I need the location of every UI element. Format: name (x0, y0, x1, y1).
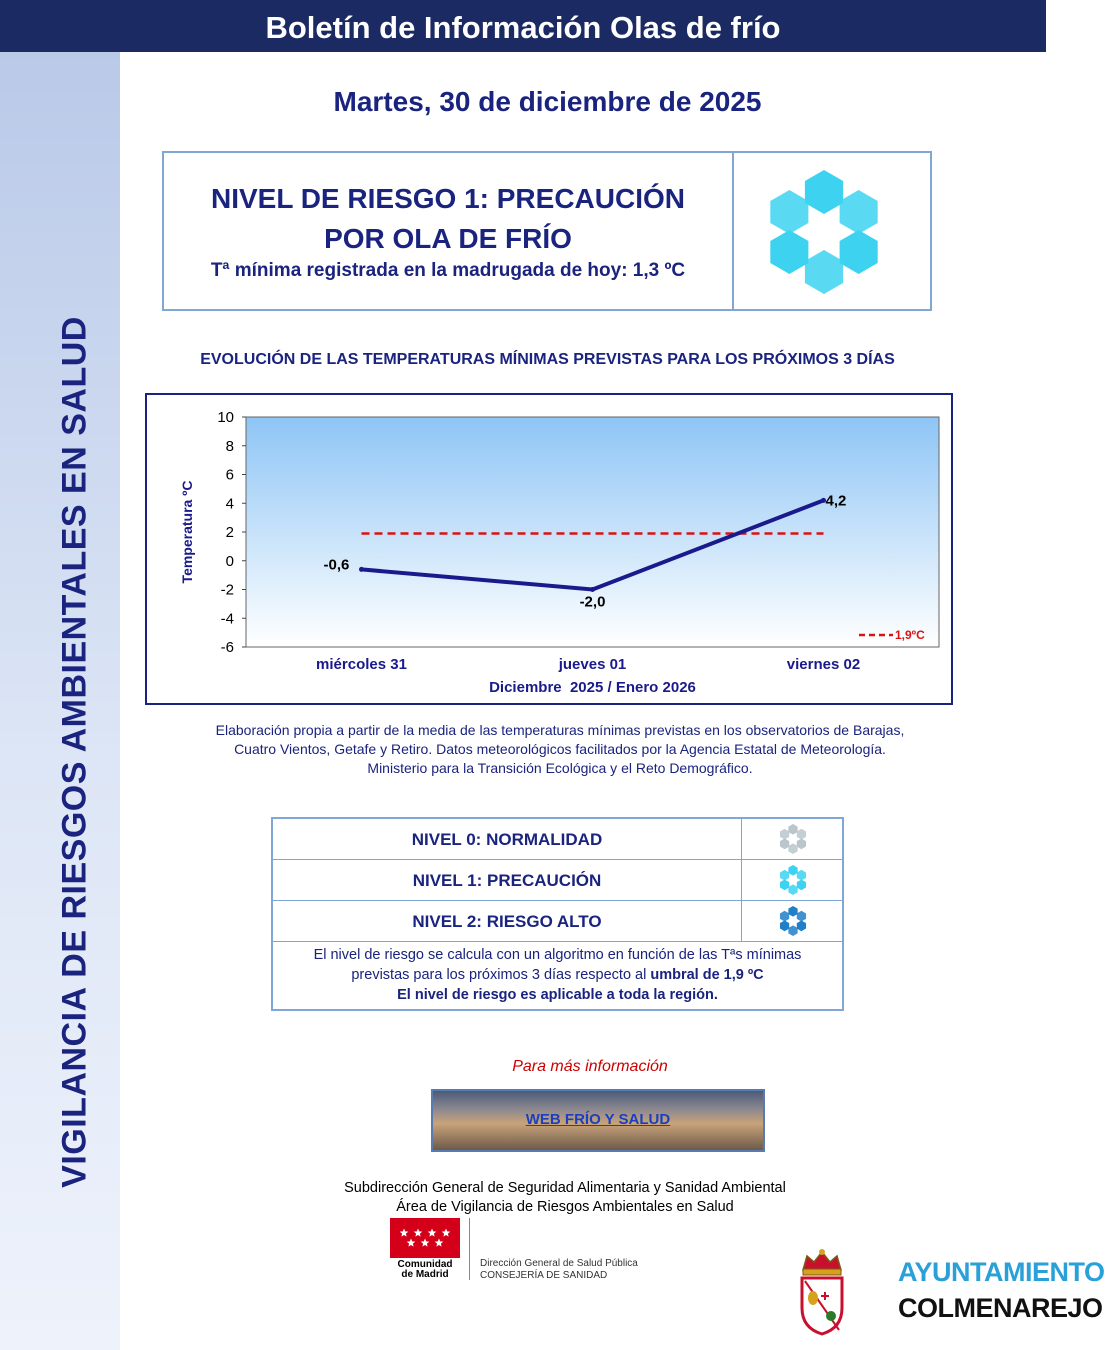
y-tick-label: 10 (217, 409, 234, 426)
cm-directorate-line2: CONSEJERÍA DE SANIDAD (480, 1270, 608, 1281)
bulletin-date: Martes, 30 de diciembre de 2025 (333, 86, 762, 117)
y-axis-title: Temperatura ºC (179, 480, 195, 584)
ayuntamiento-logo-text (898, 1254, 1105, 1326)
chart-svg (147, 395, 951, 703)
levels-note (273, 942, 842, 1009)
ayuntamiento-line1: AYUNTAMIENTO (898, 1257, 1105, 1287)
y-tick-label: -2 (220, 581, 234, 599)
y-tick-label: 0 (225, 552, 234, 570)
data-point (590, 587, 595, 592)
data-label: 4,2 (825, 492, 847, 510)
sidebar-band (0, 52, 120, 1350)
snowflake-icon (776, 904, 810, 938)
y-tick-label: -6 (220, 639, 234, 656)
level-0-label: NIVEL 0: NORMALIDAD (411, 830, 603, 849)
level-1-label: NIVEL 1: PRECAUCIÓN (412, 871, 602, 890)
levels-note-line1: El nivel de riesgo se calcula con un algoritmo en función de las Tªs mínimas (313, 947, 802, 963)
more-info-label: Para más información (512, 1058, 668, 1075)
y-tick-label: -4 (220, 610, 234, 628)
source-note-line2: Cuatro Vientos, Getafe y Retiro. Datos meteorológicos facilitados por la Agencia Estatal de Meteorología. (234, 741, 886, 757)
x-tick-label: viernes 02 (786, 656, 861, 673)
snowflake-icon (754, 165, 894, 299)
cm-directorate (480, 1258, 638, 1282)
data-label: -2,0 (579, 593, 606, 611)
footer-line2: Área de Vigilancia de Riesgos Ambientales en Salud (396, 1199, 734, 1215)
threshold-text: umbral de 1,9 ºC (650, 967, 764, 983)
y-tick-label: 4 (225, 495, 234, 513)
level-0-icon-cell (741, 819, 843, 859)
madrid-flag-icon (390, 1218, 460, 1258)
x-tick-label: miércoles 31 (316, 656, 407, 673)
min-temp-today: Tª mínima registrada en la madrugada de hoy: 1,3 ºC (210, 260, 686, 281)
cm-directorate-line1: Dirección General de Salud Pública (480, 1258, 638, 1269)
web-frio-salud-banner[interactable] (431, 1089, 765, 1152)
source-note (170, 721, 950, 778)
source-note-line1: Elaboración propia a partir de la media de las temperaturas mínimas previstas en los observatorios de Barajas, (215, 722, 905, 738)
level-1-icon-cell (741, 860, 843, 900)
threshold-legend-label: 1,9ºC (895, 628, 925, 642)
cm-divider (469, 1218, 470, 1280)
level-2-icon-cell (741, 901, 843, 941)
level-2-label: NIVEL 2: RIESGO ALTO (412, 912, 602, 931)
sidebar-vertical-title: VIGILANCIA DE RIESGOS AMBIENTALES EN SALUD (55, 316, 94, 1188)
snowflake-icon (776, 822, 810, 856)
x-axis-title: Diciembre 2025 / Enero 2026 (489, 679, 696, 696)
risk-title-line1: NIVEL DE RIESGO 1: PRECAUCIÓN (210, 183, 685, 214)
levels-note-line3: El nivel de riesgo es aplicable a toda la región. (397, 987, 718, 1003)
snowflake-icon (776, 863, 810, 897)
risk-levels-legend (271, 817, 844, 1011)
source-note-line3: Ministerio para la Transición Ecológica y el Reto Demográfico. (367, 760, 753, 776)
x-tick-label: jueves 01 (558, 656, 627, 673)
levels-note-line2 (279, 965, 836, 985)
risk-box-divider (732, 153, 734, 309)
cm-name-line1: Comunidad (397, 1259, 453, 1270)
cm-name (390, 1260, 460, 1280)
risk-title-line2: POR OLA DE FRÍO (324, 223, 572, 254)
footer-line1: Subdirección General de Seguridad Alimentaria y Sanidad Ambiental (344, 1180, 786, 1196)
comunidad-madrid-logo (390, 1218, 460, 1282)
plot-area (246, 417, 939, 647)
ayuntamiento-line2: COLMENAREJO (898, 1293, 1103, 1323)
y-tick-label: 2 (225, 524, 234, 541)
data-point (359, 567, 364, 572)
legend-row-level-1 (273, 860, 842, 901)
legend-row-level-0 (273, 819, 842, 860)
risk-level-box (162, 151, 932, 311)
web-frio-salud-link[interactable]: WEB FRÍO Y SALUD (525, 1111, 671, 1128)
chart-title: EVOLUCIÓN DE LAS TEMPERATURAS MÍNIMAS PREVISTAS PARA LOS PRÓXIMOS 3 DÍAS (200, 351, 895, 368)
data-label: -0,6 (323, 556, 350, 574)
levels-note-line2-prefix: previstas para los próximos 3 días respecto al (351, 967, 651, 983)
legend-row-level-2 (273, 901, 842, 942)
risk-level-title (164, 179, 732, 259)
bulletin-header: Boletín de Información Olas de frío (0, 0, 1046, 52)
footer-department (250, 1179, 880, 1217)
y-tick-label: 6 (225, 466, 234, 484)
cm-name-line2: de Madrid (401, 1269, 449, 1280)
colmenarejo-coat-of-arms (795, 1248, 850, 1336)
y-tick-label: 8 (225, 437, 234, 455)
temperature-chart (145, 393, 953, 705)
